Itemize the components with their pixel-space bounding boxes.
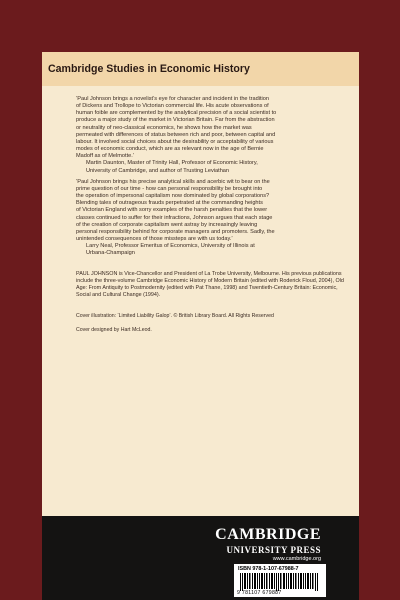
publisher-name: CAMBRIDGE xyxy=(215,526,321,543)
barcode-number: 9 781107 679887 xyxy=(237,590,282,596)
author-bio: PAUL JOHNSON is Vice-Chancellor and President of La Trobe University, Melbourne. His previous publications include the three-volume Cambridge Economic History of Modern Britain (edited with Roderick Floud, 2004), Old Age: From Antiquity to Postmodernity (edited with Pat Thane, 1998) and Twentieth-Century Britain: Economic, Social and Cultural Change (1994). xyxy=(76,271,344,299)
panel-content xyxy=(76,96,344,334)
quote-2-attribution: Larry Neal, Professor Emeritus of Economics, University of Illinois at Urbana-Champaign xyxy=(86,243,255,257)
barcode xyxy=(234,564,326,597)
publisher-footer xyxy=(42,516,359,600)
isbn-label: ISBN 978-1-107-67988-7 xyxy=(238,566,299,572)
cover-illustration-credit: Cover illustration: ‘Limited Liability Galop’. © British Library Board. All Rights Reserved xyxy=(76,313,274,320)
publisher-subtitle: UNIVERSITY PRESS xyxy=(226,545,321,555)
cover-design-credit: Cover designed by Hart McLeod. xyxy=(76,327,152,334)
barcode-bars-icon xyxy=(240,573,320,591)
publisher-url: www.cambridge.org xyxy=(272,556,321,562)
text-panel xyxy=(42,86,359,516)
quote-2-text: ‘Paul Johnson brings his precise analytical skills and acerbic wit to bear on the prime question of our time - how can personal responsibility be brought into the operation of impersonal capitalism now dominated by global corporations? Blending tales of outrageous frauds perpetrated at the commanding heights of Victorian England with sorry examples of the harsh penalties that the lower classes continued to suffer for their infractions, Johnson argues that each stage of the creation of corporate capitalism went astray by increasingly leaving personal responsibility behind for corporate managers and promoters. Sadly, the unintended consequences of those missteps are with us today.’ xyxy=(76,178,275,242)
series-title: Cambridge Studies in Economic History xyxy=(48,63,250,75)
series-banner xyxy=(42,52,359,86)
quote-1-text: ‘Paul Johnson brings a novelist’s eye for character and incident in the tradition of Dickens and Trollope to Victorian commercial life. His acute observations of human foible are complemented by the analytical precision of a social scientist to produce a major study of the market in Victorian Britain. Far from the abstraction or neutrality of neo-classical economics, he shows how the market was permeated with differences of status between rich and poor, between capital and labour. It involved social choices about the desirability or acceptability of various modes of economic conduct, which are as relevant now in the age of Bernie Madoff as of Melmotte.’ xyxy=(76,96,277,160)
quote-1-attribution: Martin Daunton, Master of Trinity Hall, Professor of Economic History, University of Cambridge, and author of Trusting Leviathan xyxy=(86,160,258,174)
